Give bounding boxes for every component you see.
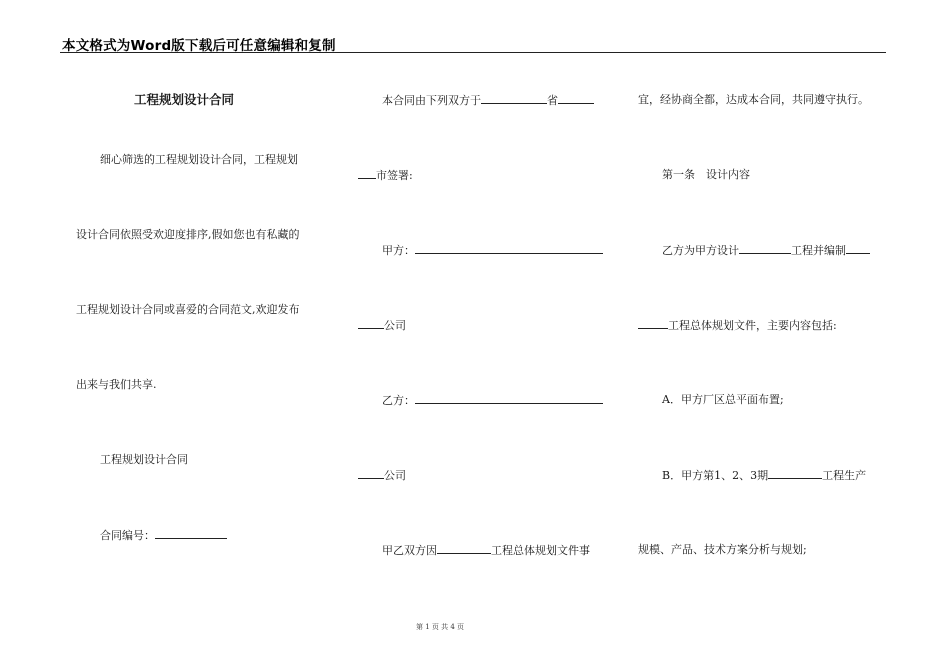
city-signed-text: 市签署:	[376, 169, 413, 182]
article-1-heading: 第一条 设计内容	[662, 168, 750, 181]
item-b-line	[662, 468, 866, 483]
project-blank	[437, 543, 491, 554]
master-plan-text: 工程总体规划文件，主要内容包括:	[668, 319, 837, 332]
master-plan-blank	[638, 318, 668, 329]
col3-line-7: 规模、产品、技术方案分析与规划;	[638, 543, 807, 556]
col2-line-2	[358, 168, 413, 183]
parties-due-text: 甲乙双方因	[382, 544, 437, 557]
col3-line-4	[638, 318, 837, 333]
party-a-blank	[415, 243, 603, 254]
company-1-blank	[358, 318, 384, 329]
date-blank	[481, 93, 547, 104]
design-project-blank	[739, 243, 791, 254]
compile-blank	[846, 243, 870, 254]
party-a-line	[382, 243, 603, 258]
company-1-text: 公司	[384, 319, 406, 332]
date-intro-text: 本合同由下列双方于	[382, 94, 481, 107]
company-1-line	[358, 318, 406, 333]
party-b-label: 乙方：	[382, 394, 415, 407]
column-2	[358, 0, 608, 672]
company-2-blank	[358, 468, 384, 479]
party-a-label: 甲方：	[382, 244, 415, 257]
item-b-text: B．甲方第1、2、3期	[662, 469, 769, 482]
phase-blank	[768, 468, 822, 479]
contract-subtitle: 工程规划设计合同	[100, 453, 188, 466]
contract-number-label: 合同编号：	[100, 529, 155, 542]
party-b-line	[382, 393, 603, 408]
city-blank	[358, 168, 376, 179]
planning-doc-text: 工程总体规划文件事	[491, 544, 590, 557]
province-blank	[558, 93, 594, 104]
compile-text: 工程并编制	[791, 244, 846, 257]
company-2-line	[358, 468, 406, 483]
page-footer: 第 1 页 共 4 页	[415, 623, 465, 631]
intro-line-4: 出来与我们共享.	[76, 378, 157, 391]
item-a: A．甲方厂区总平面布置;	[662, 393, 784, 406]
contract-number-line	[100, 528, 227, 543]
col3-line-3	[662, 243, 870, 258]
intro-line-2: 设计合同依照受欢迎度排序,假如您也有私藏的	[76, 228, 300, 241]
col3-line-1: 宜，经协商全都，达成本合同，共同遵守执行。	[638, 93, 869, 106]
intro-line-1: 细心筛选的工程规划设计合同，工程规划	[100, 153, 298, 166]
col2-line-7	[382, 543, 590, 558]
company-2-text: 公司	[384, 469, 406, 482]
document-title: 工程规划设计合同	[134, 92, 235, 107]
document-banner: 本文格式为Word版下载后可任意编辑和复制	[62, 38, 336, 54]
col2-line-1	[382, 93, 594, 108]
party-b-blank	[415, 393, 603, 404]
design-for-text: 乙方为甲方设计	[662, 244, 739, 257]
column-3	[638, 0, 888, 672]
column-1	[76, 0, 326, 672]
intro-line-3: 工程规划设计合同或喜爱的合同范文,欢迎发布	[76, 303, 300, 316]
production-text: 工程生产	[822, 469, 867, 482]
contract-number-blank	[155, 528, 227, 539]
province-text: 省	[547, 94, 558, 107]
